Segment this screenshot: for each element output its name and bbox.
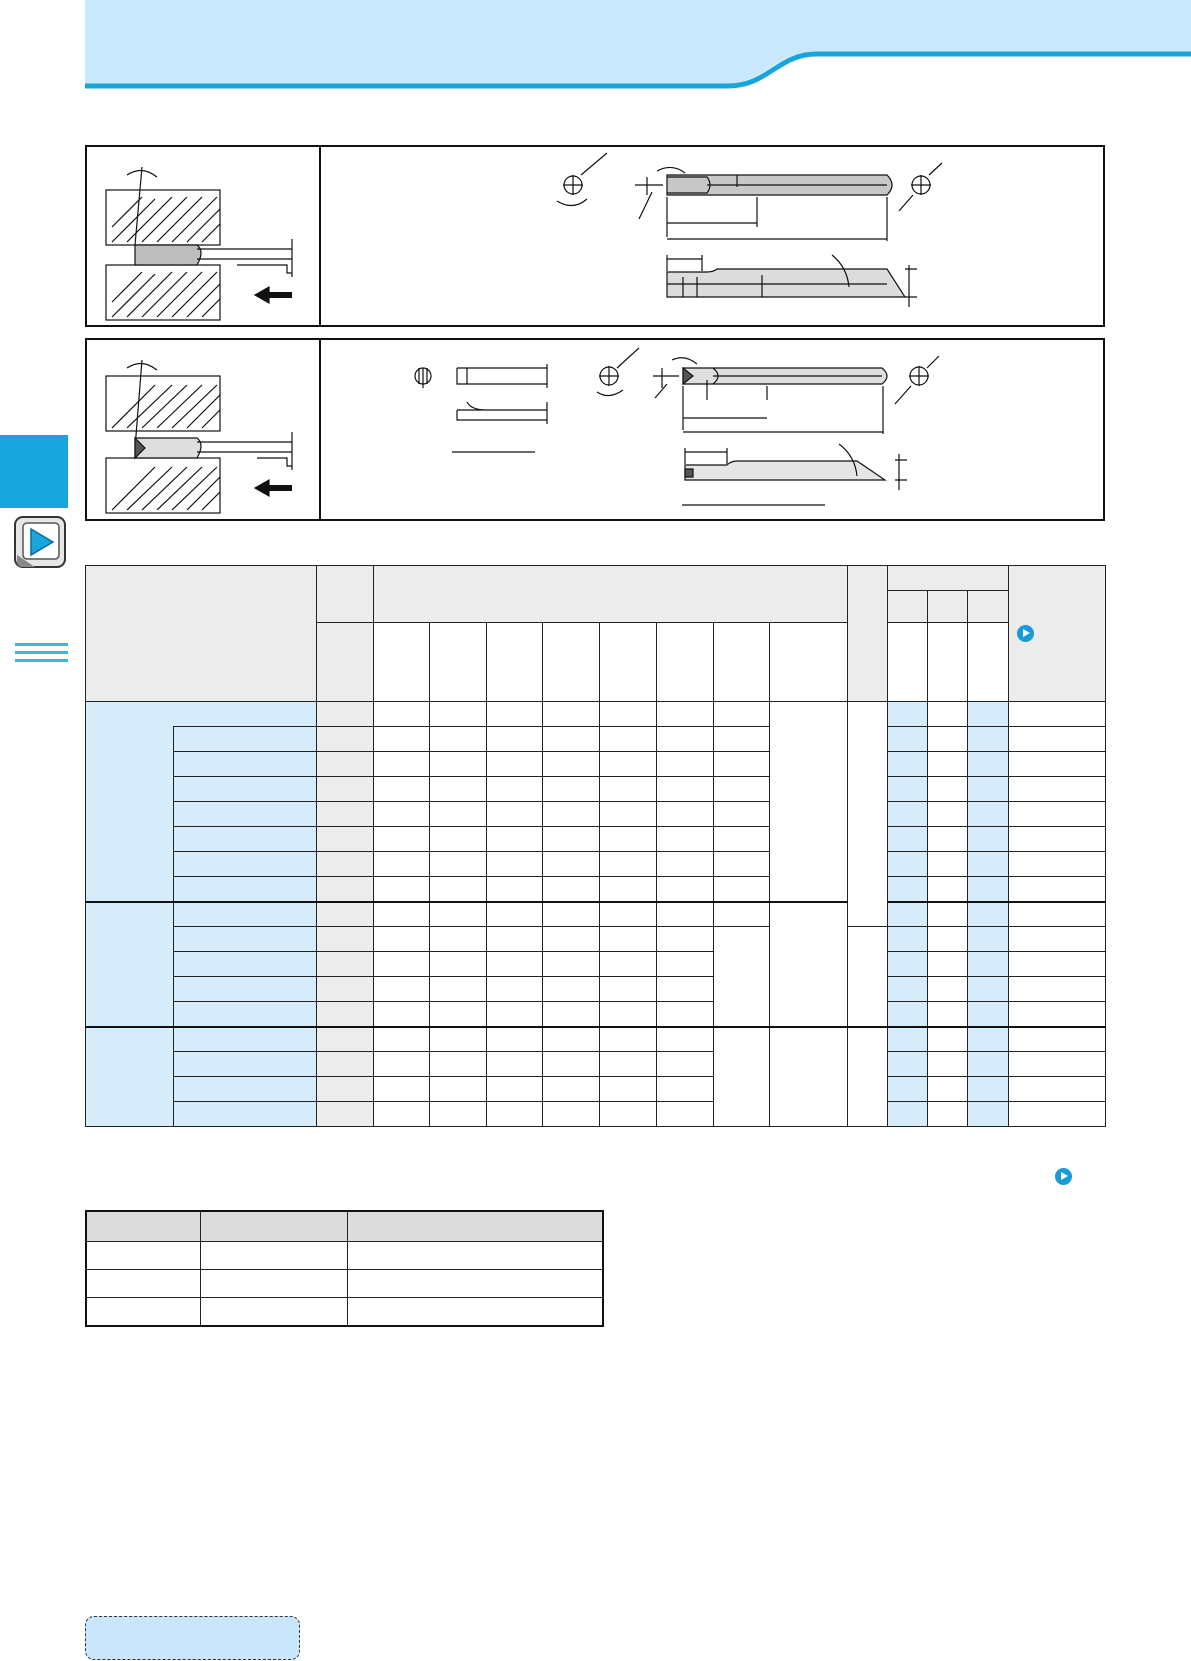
table-row — [86, 777, 1106, 802]
header-dim-3 — [487, 623, 543, 702]
group-label — [86, 902, 174, 1027]
table-row — [86, 802, 1106, 827]
spec-table-body — [86, 702, 1106, 1127]
table-row — [86, 852, 1106, 877]
table-row — [86, 902, 1106, 927]
header-extra — [848, 566, 888, 702]
table-row — [86, 977, 1106, 1002]
header-reference — [1008, 566, 1105, 702]
header-dimensions — [373, 566, 847, 623]
drawing-box-upper — [85, 145, 1105, 327]
small-table-header-1 — [86, 1211, 200, 1242]
header-grade-group — [888, 566, 1008, 591]
table-row — [86, 1102, 1106, 1127]
small-table-header-2 — [200, 1211, 347, 1242]
header-dim-2 — [429, 623, 486, 702]
header-grade-1-sub — [888, 623, 928, 702]
table-row — [86, 1027, 1106, 1052]
header-dim-6 — [656, 623, 713, 702]
circle-arrow-right-icon[interactable] — [1017, 625, 1034, 642]
table-row — [86, 727, 1106, 752]
header-dim-5 — [600, 623, 656, 702]
tool-drawing-upper — [87, 147, 1107, 329]
header-grade-3-sub — [968, 623, 1008, 702]
table-row — [86, 752, 1106, 777]
spec-table-header — [86, 566, 1106, 702]
header-dim-1 — [373, 623, 429, 702]
play-triangle-icon[interactable] — [13, 515, 67, 569]
circle-arrow-right-icon[interactable] — [1055, 1168, 1072, 1185]
item-label — [174, 702, 316, 727]
small-table-header-3 — [347, 1211, 603, 1242]
small-table — [85, 1210, 604, 1327]
header-grade-1 — [888, 591, 928, 623]
group-label — [86, 702, 174, 902]
table-row — [86, 927, 1106, 952]
header-grade-2-sub — [928, 623, 968, 702]
table-row — [86, 1077, 1106, 1102]
header-code-sub — [316, 623, 373, 702]
table-row — [86, 1270, 603, 1298]
header-code — [316, 566, 373, 623]
header-item-description — [86, 566, 317, 702]
table-row — [86, 1052, 1106, 1077]
table-row — [86, 952, 1106, 977]
header-grade-3 — [968, 591, 1008, 623]
table-row — [86, 1002, 1106, 1027]
table-row — [86, 1298, 603, 1327]
header-dim-4 — [543, 623, 600, 702]
header-band — [85, 0, 1191, 90]
side-tab[interactable] — [0, 435, 68, 508]
table-row — [86, 877, 1106, 902]
header-grade-2 — [928, 591, 968, 623]
table-row — [86, 702, 1106, 727]
footer-nav-pill[interactable] — [85, 1616, 300, 1660]
header-dim-8 — [769, 623, 847, 702]
drawing-box-lower — [85, 338, 1105, 521]
header-dim-7 — [713, 623, 769, 702]
table-row — [86, 827, 1106, 852]
table-row — [86, 1242, 603, 1270]
tool-drawing-lower — [87, 340, 1107, 523]
spec-table — [85, 565, 1106, 1127]
group-label — [86, 1027, 174, 1127]
